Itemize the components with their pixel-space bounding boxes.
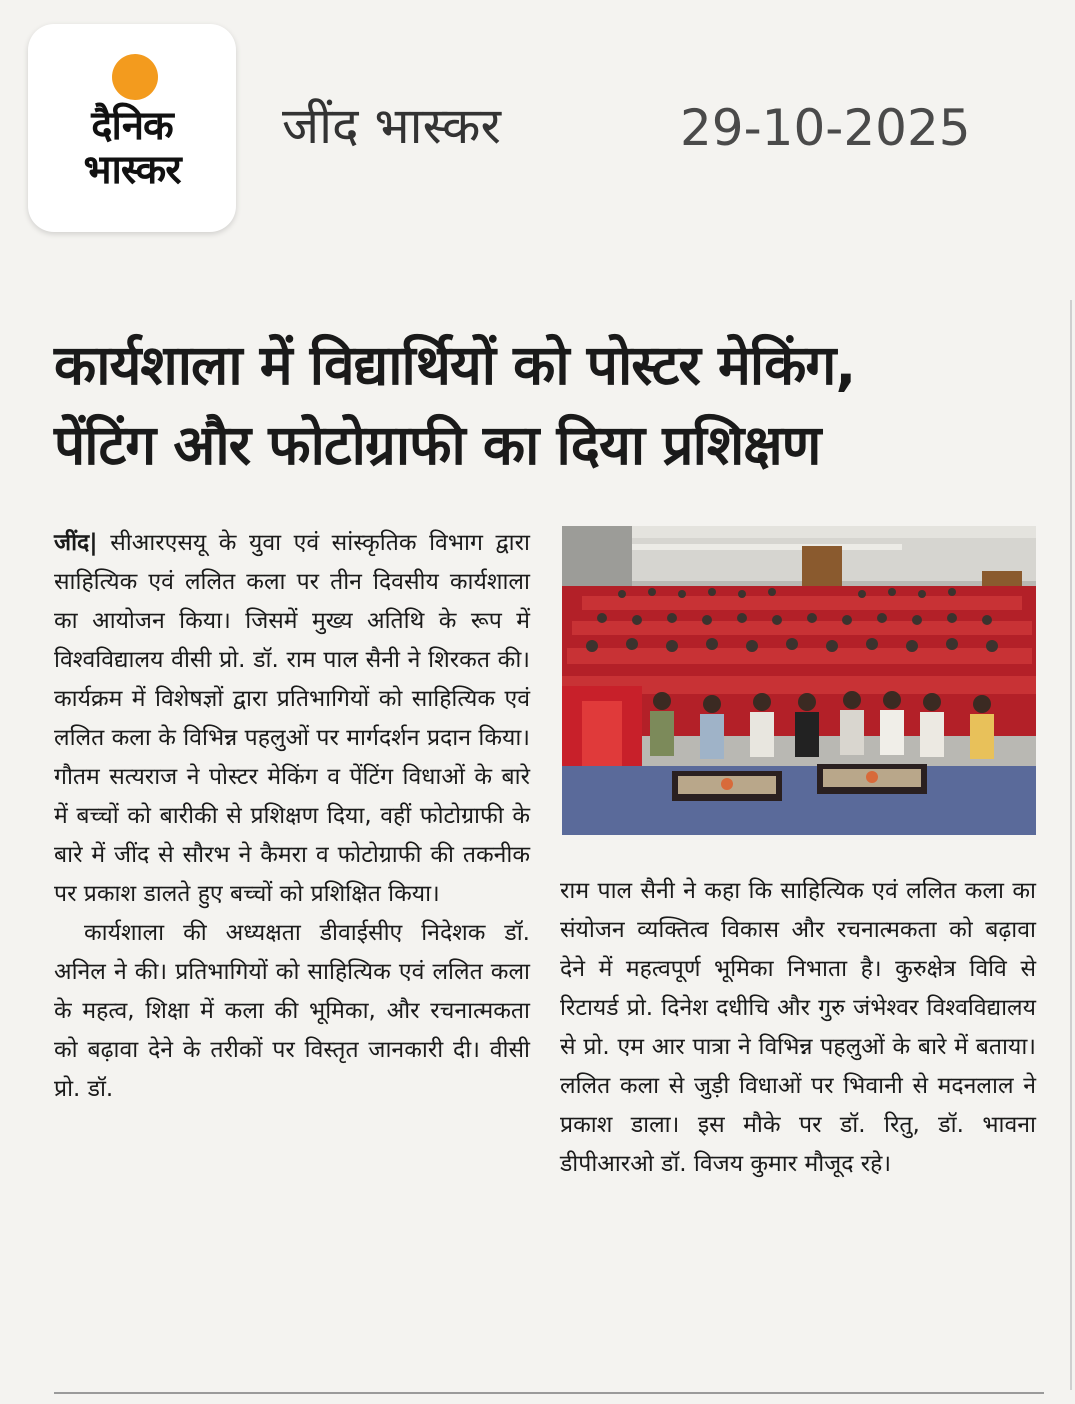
masthead <box>0 0 1075 260</box>
article-column-right <box>560 872 1036 1184</box>
paragraph-2: कार्यशाला की अध्यक्षता डीवाईसीए निदेशक डॉ. अनिल ने की। प्रतिभागियों को साहित्यिक एवं ललित कला के महत्व, शिक्षा में कला की भूमिका, और रचनात्मकता को बढ़ावा देने के तरीकों पर विस्तृत जानकारी दी। वीसी प्रो. डॉ. <box>54 920 530 1102</box>
logo-text-line2: भास्कर <box>83 147 181 193</box>
sun-icon <box>112 54 158 100</box>
event-photo <box>562 526 1036 835</box>
paragraph-1 <box>54 524 530 914</box>
article-headline <box>54 325 1044 485</box>
paragraph-1-text: सीआरएसयू के युवा एवं सांस्कृतिक विभाग द्वारा साहित्यिक एवं ललित कला पर तीन दिवसीय कार्यशाला का आयोजन किया। जिसमें मुख्य अतिथि के रूप में विश्वविद्यालय वीसी प्रो. डॉ. राम पाल सैनी ने शिरकत की। कार्यक्रम में विशेषज्ञों द्वारा प्रतिभागियों को साहित्यिक एवं ललित कला के विभिन्न पहलुओं पर मार्गदर्शन प्रदान किया। गौतम सत्यराज ने पोस्टर मेकिंग व पेंटिंग विधाओं के बारे में बच्चों को बारीकी से प्रशिक्षण दिया, वहीं फोटोग्राफी के बारे में जींद से सौरभ ने कैमरा व फोटोग्राफी की तकनीक पर प्रकाश डालते हुए बच्चों को प्रशिक्षित किया। <box>54 530 530 907</box>
headline-line-1: कार्यशाला में विद्यार्थियों को पोस्टर मेकिंग, <box>54 333 856 397</box>
paragraph-3: राम पाल सैनी ने कहा कि साहित्यिक एवं ललित कला का संयोजन व्यक्तित्व विकास और रचनात्मकता को बढ़ावा देने में महत्वपूर्ण भूमिका निभाता है। कुरुक्षेत्र विवि से रिटायर्ड प्रो. दिनेश दधीचि और गुरु जंभेश्वर विश्वविद्यालय से प्रो. एम आर पात्रा ने विभिन्न पहलुओं के बारे में बताया। ललित कला से जुड़ी विधाओं पर भिवानी से मदनलाल ने प्रकाश डाला। इस मौके पर डॉ. रितु, डॉ. भावना डीपीआरओ डॉ. विजय कुमार मौजूद रहे। <box>560 878 1036 1177</box>
headline-line-2: पेंटिंग और फोटोग्राफी का दिया प्रशिक्षण <box>54 413 821 477</box>
page-edge-line <box>1070 300 1072 1390</box>
dateline: जींद| <box>54 530 98 556</box>
bottom-divider <box>54 1392 1044 1394</box>
edition-date: 29-10-2025 <box>680 99 971 157</box>
edition-name: जींद भास्कर <box>282 97 501 155</box>
auditorium-photo-illustration <box>562 526 1036 835</box>
logo-text-line1: दैनिक <box>91 103 173 149</box>
article-column-left <box>54 524 530 1109</box>
dainik-bhaskar-logo <box>28 24 236 232</box>
